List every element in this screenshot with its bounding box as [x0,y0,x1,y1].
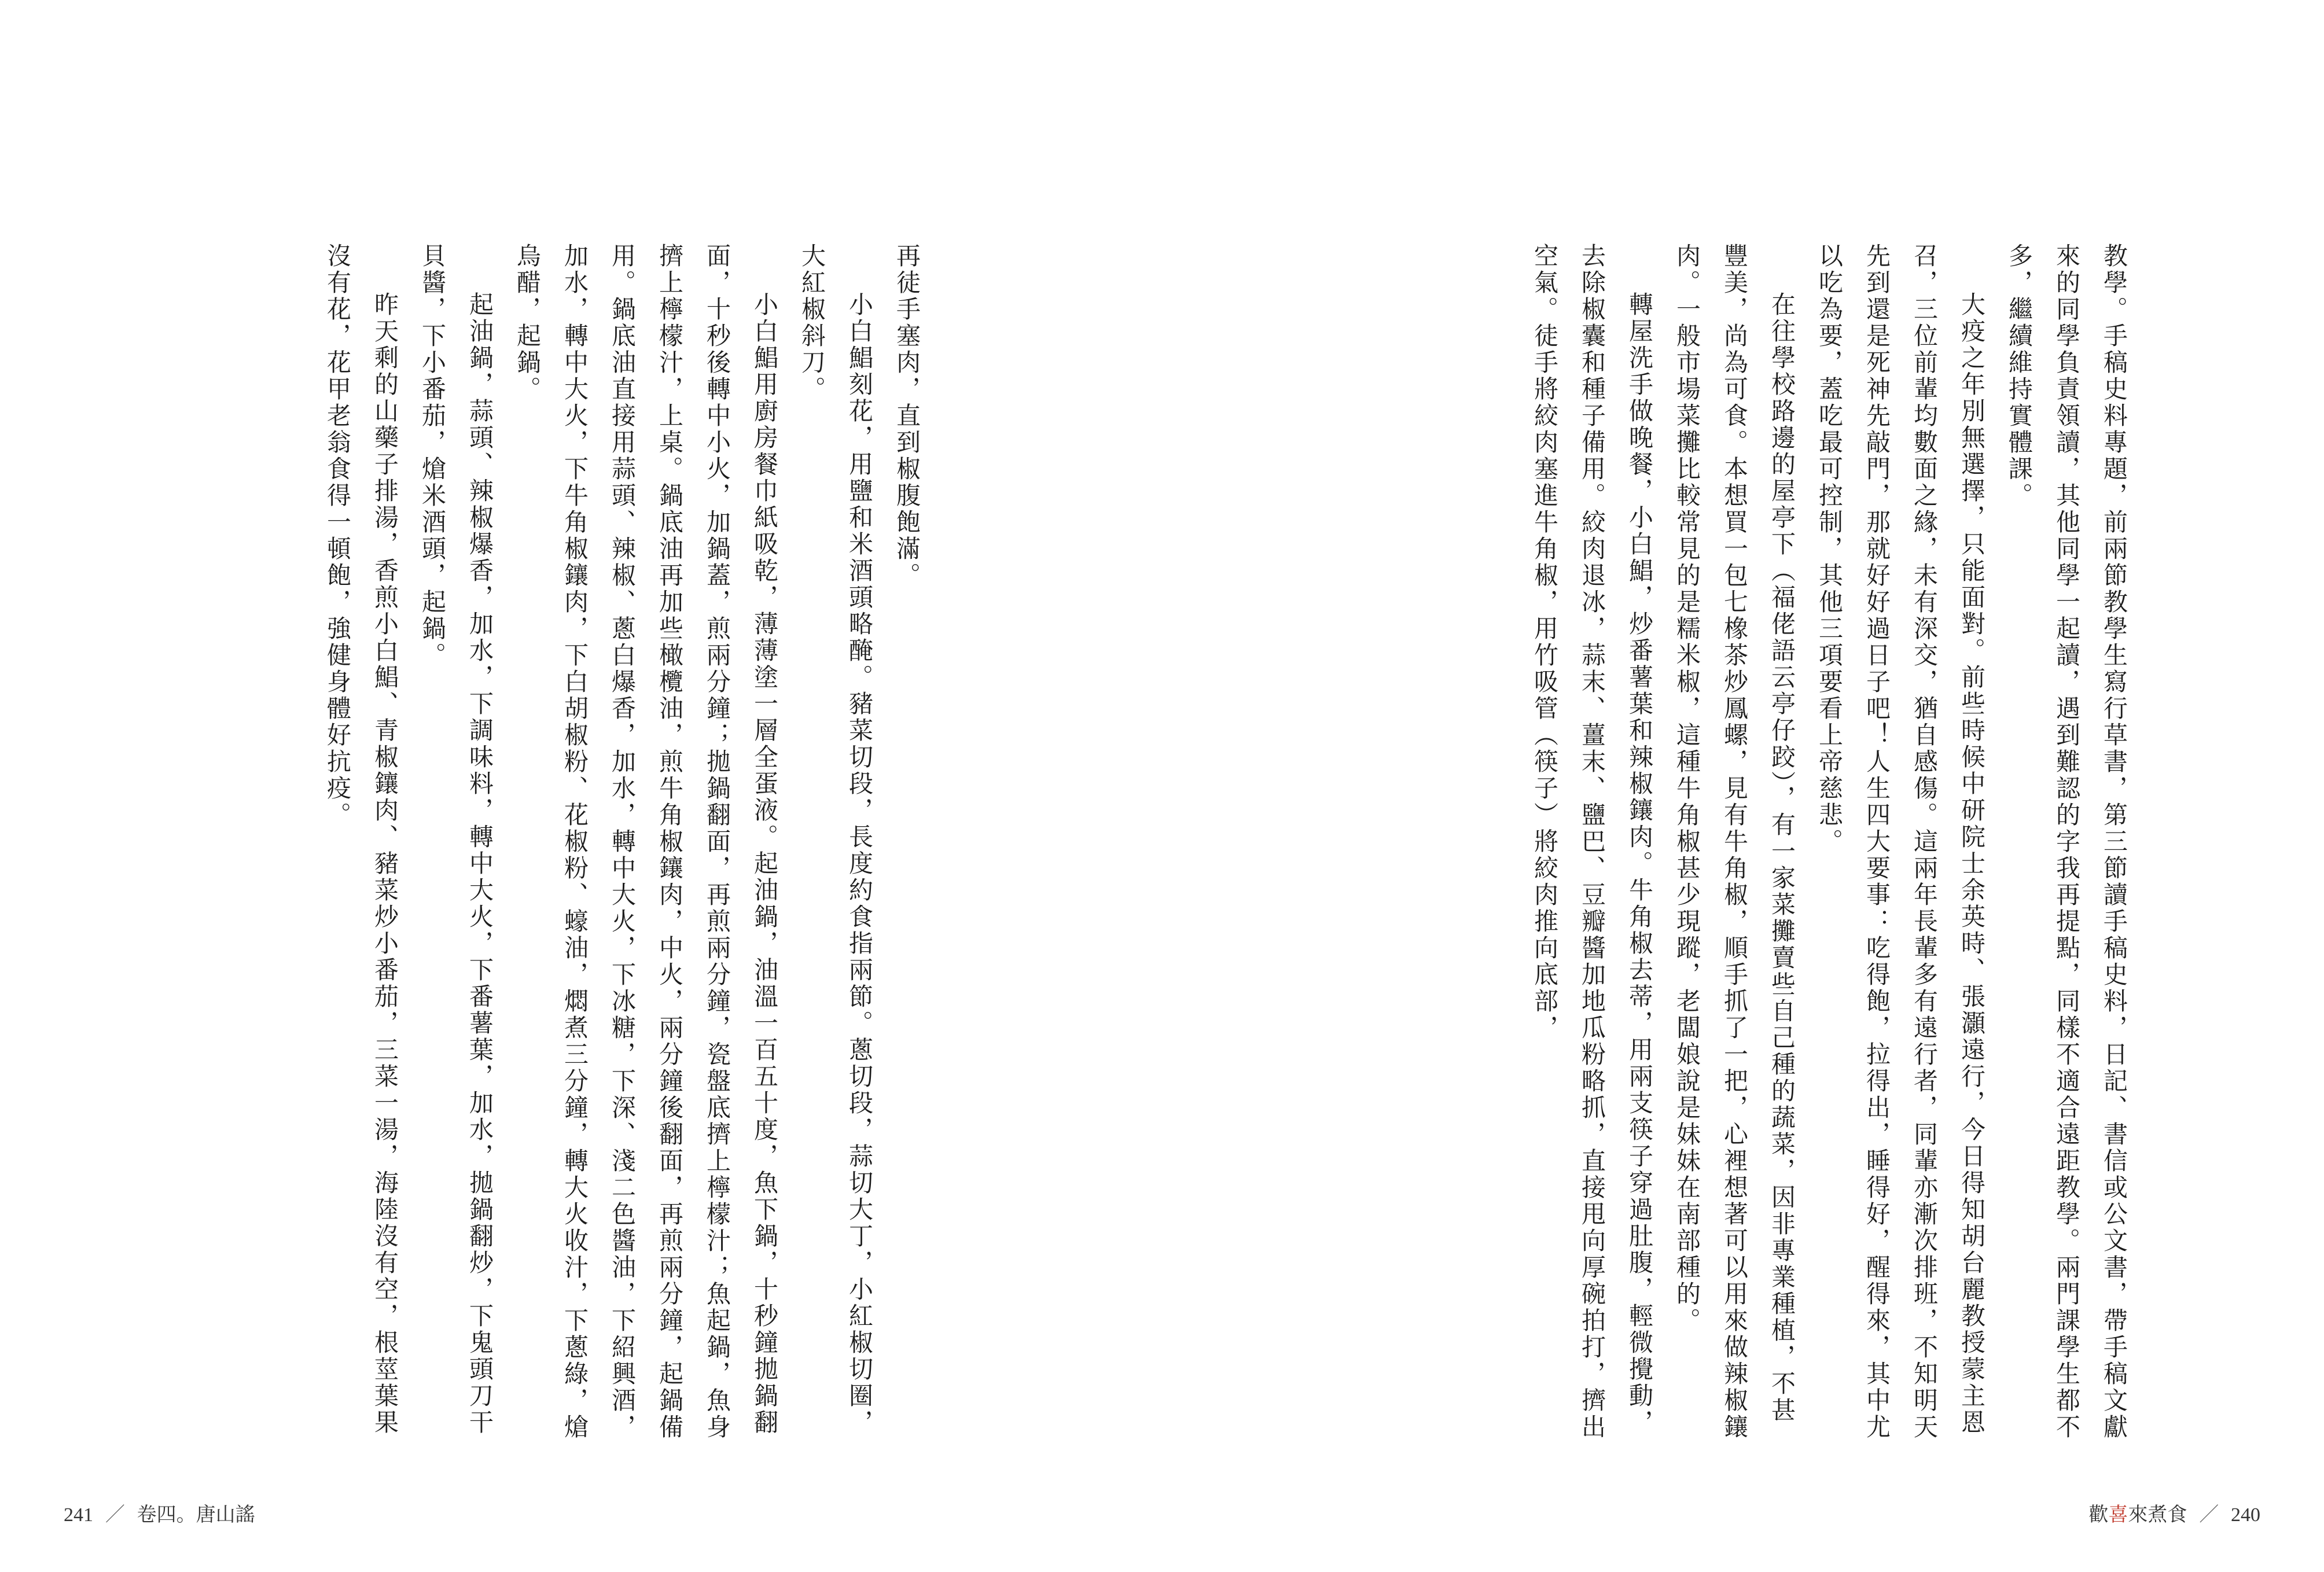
paragraph: 在往學校路邊的屋亭下（福佬語云亭仔跤），有一家菜攤賣些自己種的蔬菜，因非專業種植，不甚豐美，尚為可食。本想買一包七橡茶炒鳳螺，見有牛角椒，順手抓了一把，心裡想著可以用來做辣椒鑲肉。一般市場菜攤比較常見的是糯米椒，這種牛角椒甚少現蹤，老闆娘說是妹妹在南部種的。 [1673,243,1796,1441]
page-number: 241 [64,1504,93,1526]
paragraph: 教學。手稿史料專題，前兩節教學生寫行草書，第三節讀手稿史料，日記、書信或公文書，帶手稿文獻來的同學負責領讀，其他同學一起讀，遇到難認的字我再提點，同樣不適合遠距教學。兩門課學生都不多，繼續維持實體課。 [2005,243,2128,1441]
folio [2088,1499,2260,1527]
right-page [1162,0,2324,1572]
paragraph: 小白鯧刻花，用鹽和米酒頭略醃。豬菜切段，長度約食指兩節。蔥切段，蒜切大丁，小紅椒切圈，大紅椒斜刀。 [798,243,874,1436]
paragraph: 再徒手塞肉，直到椒腹飽滿。 [893,243,921,589]
folio-separator: ／ [2199,1503,2219,1526]
paragraph: 轉屋洗手做晚餐，小白鯧，炒番薯葉和辣椒鑲肉。牛角椒去蒂，用兩支筷子穿過肚腹，輕微攪動，去除椒囊和種子備用。絞肉退冰，蒜末、薑末、鹽巴、豆瓣醬加地瓜粉略抓，直接甩向厚碗拍打，擠出空氣。徒手將絞肉塞進牛角椒，用竹吸管（筷子）將絞肉推向底部， [1531,243,1654,1441]
folio [64,1499,255,1527]
folio-separator: ／ [105,1503,125,1526]
page-number: 240 [2231,1504,2260,1526]
body-text [1521,243,2138,1446]
paragraph: 小白鯧用廚房餐巾紙吸乾，薄薄塗一層全蛋液。起油鍋，油溫一百五十度，魚下鍋，十秒鐘拋鍋翻面，十秒後轉中小火，加鍋蓋，煎兩分鐘；拋鍋翻面，再煎兩分鐘，瓷盤底擠上檸檬汁；魚起鍋，魚身擠上檸檬汁，上桌。鍋底油再加些橄欖油，煎牛角椒鑲肉，中火，兩分鐘後翻面，再煎兩分鐘，起鍋備用。鍋底油直接用蒜頭、辣椒、蔥白爆香，加水，轉中大火，下冰糖，下深、淺二色醬油，下紹興酒，加水，轉中大火，下牛角椒鑲肉，下白胡椒粉、花椒粉、蠔油，燜煮三分鐘，轉大火收汁，下蔥綠，熗烏醋，起鍋。 [513,243,779,1441]
chapter-title: 卷四。唐山謠 [137,1503,255,1526]
paragraph: 昨天剩的山藥子排湯，香煎小白鯧、青椒鑲肉、豬菜炒小番茄，三菜一湯，海陸沒有空，根莖葉果沒有花，花甲老翁食得一頓飽，強健身體好抗疫。 [323,243,399,1436]
body-text [314,243,931,1446]
paragraph: 起油鍋，蒜頭、辣椒爆香，加水，下調味料，轉中大火，下番薯葉，加水，拋鍋翻炒，下鬼頭刀干貝醬，下小番茄，熗米酒頭，起鍋。 [418,243,494,1436]
book-title: 歡喜來煮食 [2088,1503,2187,1526]
paragraph: 大疫之年別無選擇，只能面對。前些時候中研院士余英時、張灝遠行，今日得知胡台麗教授蒙主恩召，三位前輩均數面之緣，未有深交，猶自感傷。這兩年長輩多有遠行者，同輩亦漸次排班，不知明天先到還是死神先敲門，那就好好過日子吧！人生四大要事：吃得飽，拉得出，睡得好，醒得來，其中尤以吃為要，蓋吃最可控制，其他三項要看上帝慈悲。 [1815,243,1986,1441]
